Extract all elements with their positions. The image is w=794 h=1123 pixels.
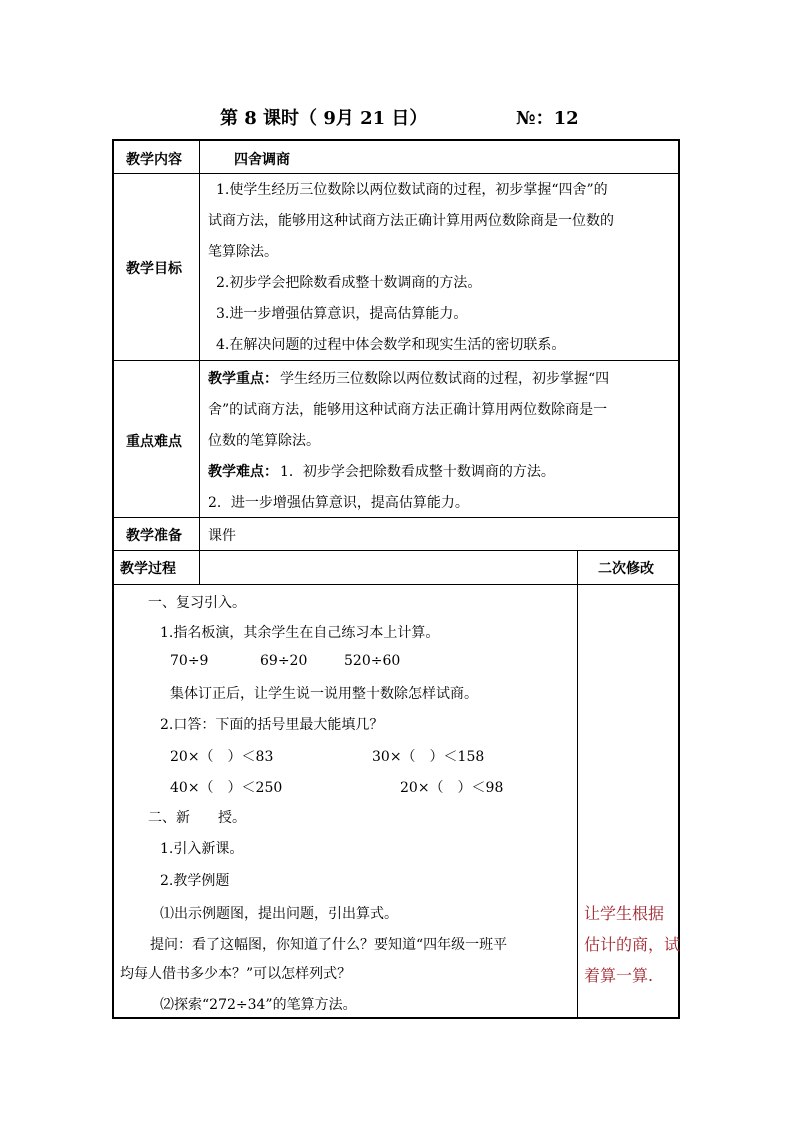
process-line: 提问：看了这幅图，你知道了什么？要知道“四年级一班平	[150, 937, 508, 953]
content-value: 四舍调商	[234, 152, 290, 168]
process-label: 教学过程	[120, 561, 176, 577]
focus-line: 学生经历三位数除以两位数试商的过程，初步掌握“四	[280, 371, 610, 387]
lesson-plan-table	[112, 139, 680, 1019]
preparation-label: 教学准备	[126, 528, 182, 544]
fill-item: 40×（ ）＜250	[170, 780, 283, 796]
content-label: 教学内容	[126, 152, 182, 168]
difficulty-label: 教学难点：	[208, 464, 278, 480]
process-line: 2.教学例题	[160, 873, 230, 889]
row-divider	[114, 584, 680, 585]
objective-line: 笔算除法。	[208, 244, 278, 260]
objective-line: 2.初步学会把除数看成整十数调商的方法。	[216, 275, 482, 291]
objective-line: 1.使学生经历三位数除以两位数试商的过程，初步掌握“四舍”的	[216, 182, 608, 198]
process-line: 均每人借书多少本？”可以怎样列式？	[120, 966, 352, 982]
process-line: ⑴出示例题图，提出问题，引出算式。	[160, 906, 398, 922]
focus-line: 舍”的试商方法，能够用这种试商方法正确计算用两位数除商是一	[208, 402, 608, 418]
lesson-number: №：12	[516, 108, 579, 129]
process-line: 集体订正后，让学生说一说用整十数除怎样试商。	[170, 686, 478, 702]
revision-label: 二次修改	[598, 561, 654, 577]
col-divider	[577, 550, 578, 1019]
focus-label: 教学重点：	[208, 371, 278, 387]
process-line: 二、新 授。	[148, 810, 246, 826]
focus-line: 位数的笔算除法。	[208, 433, 320, 449]
col-divider	[199, 141, 200, 173]
revision-note-line: 着算一算.	[584, 966, 654, 985]
col-divider	[199, 173, 200, 550]
calc-item: 70÷9	[170, 653, 209, 669]
fill-item: 20×（ ）＜98	[400, 780, 504, 796]
objective-line: 试商方法，能够用这种试商方法正确计算用两位数除商是一位数的	[208, 213, 614, 229]
lesson-title: 第 8 课时（ 9月 21 日）	[220, 108, 428, 129]
revision-note-line: 估计的商，试	[584, 935, 681, 954]
keypoints-label: 重点难点	[126, 434, 182, 450]
process-line: 一、复习引入。	[148, 595, 246, 611]
objectives-label: 教学目标	[126, 261, 182, 277]
process-line: ⑵探索“272÷34”的笔算方法。	[160, 997, 357, 1013]
calc-item: 520÷60	[344, 653, 401, 669]
objective-line: 4.在解决问题的过程中体会数学和现实生活的密切联系。	[216, 337, 566, 353]
preparation-value: 课件	[208, 528, 236, 544]
revision-note-line: 让学生根据	[584, 904, 665, 923]
process-line: 1.引入新课。	[160, 841, 244, 857]
process-line: 1.指名板演，其余学生在自己练习本上计算。	[160, 625, 440, 641]
col-divider	[199, 550, 200, 584]
difficulty-line: 1．初步学会把除数看成整十数调商的方法。	[280, 464, 555, 480]
calc-item: 69÷20	[260, 653, 308, 669]
difficulty-line: 2．进一步增强估算意识，提高估算能力。	[208, 495, 469, 511]
process-line: 2.口答：下面的括号里最大能填几？	[160, 717, 384, 733]
lesson-header	[0, 104, 794, 132]
fill-item: 30×（ ）＜158	[372, 749, 485, 765]
objective-line: 3.进一步增强估算意识，提高估算能力。	[216, 306, 468, 322]
fill-item: 20×（ ）＜83	[170, 749, 274, 765]
